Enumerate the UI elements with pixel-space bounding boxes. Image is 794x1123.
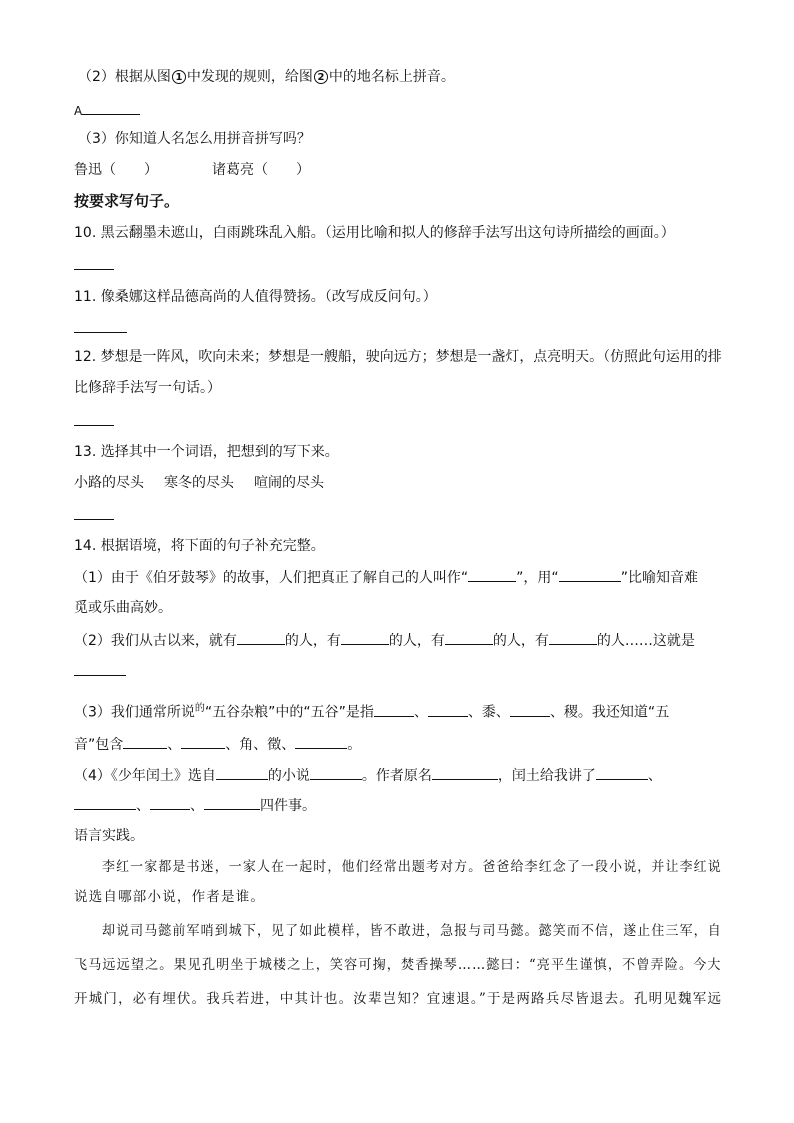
question-12-line2: 比修辞手法写一句话。） bbox=[74, 380, 221, 396]
practice-paragraph-1-line1: 李红一家都是书迷，一家人在一起时，他们经常出题考对方。爸爸给李红念了一段小说，并让李红说 bbox=[102, 859, 722, 875]
q14-sub2-line2[interactable] bbox=[74, 661, 126, 682]
practice-paragraph-1-line2: 说选自哪部小说，作者是谁。 bbox=[74, 889, 266, 905]
question-13: 13. 选择其中一个词语，把想到的写下来。 bbox=[74, 444, 339, 460]
q14-sub4-line2: 、 、 四件事。 bbox=[74, 795, 316, 816]
question-10: 10. 黑云翻墨未遮山，白雨跳珠乱入船。（运用比喻和拟人的修辞手法写出这句诗所描绘的画面。） bbox=[74, 225, 675, 241]
practice-paragraph-2-line2: 飞马远远望之。果见孔明坐于城楼之上，笑容可掬，焚香操琴……懿曰：“亮平生谨慎，不曾弄险。今大 bbox=[74, 957, 722, 973]
answer-blank[interactable] bbox=[82, 100, 140, 115]
section-title: 按要求写句子。 bbox=[74, 192, 180, 210]
q11-answer-line[interactable] bbox=[74, 318, 127, 339]
q14-sub3-line2: 音”包含 、 、角、徵、 。 bbox=[74, 734, 361, 755]
q9-name-2: 诸葛亮（ ） bbox=[212, 162, 310, 178]
q10-answer-line[interactable] bbox=[74, 255, 114, 276]
q14-sub1-line2: 觅或乐曲高妙。 bbox=[74, 600, 172, 616]
circled-number-1: 1 bbox=[172, 70, 186, 84]
practice-paragraph-2-line1: 却说司马懿前军哨到城下，见了如此模样，皆不敢进，急报与司马懿。懿笑而不信，遂止住三军，自 bbox=[102, 923, 722, 939]
q14-sub2-line1: （2）我们从古以来，就有 的人，有 的人，有 的人，有 的人……这就是 bbox=[74, 630, 695, 651]
circled-number-2: 2 bbox=[314, 70, 328, 84]
q12-answer-line[interactable] bbox=[74, 411, 114, 432]
question-12-line1: 12. 梦想是一阵风，吹向未来；梦想是一艘船，驶向远方；梦想是一盏灯，点亮明天。（仿照此句运用的排 bbox=[74, 349, 722, 365]
q13-option-2: 寒冬的尽头 bbox=[164, 475, 234, 491]
q9-name-1: 鲁迅（ ） bbox=[74, 162, 158, 178]
q13-option-3: 喧闹的尽头 bbox=[254, 475, 324, 491]
practice-paragraph-2-line3: 开城门，必有埋伏。我兵若进，中其计也。汝辈岂知？宜速退。”于是两路兵尽皆退去。孔明见魏军远 bbox=[74, 991, 723, 1007]
q9-sub3: （3）你知道人名怎么用拼音拼写吗？ bbox=[78, 131, 311, 147]
question-14: 14. 根据语境，将下面的句子补充完整。 bbox=[74, 538, 325, 554]
q13-option-1: 小路的尽头 bbox=[74, 475, 144, 491]
question-11: 11. 像桑娜这样品德高尚的人值得赞扬。（改写成反问句。） bbox=[74, 289, 437, 305]
q9-sub2: （2）根据从图 1 中发现的规则，给图 2 中的地名标上拼音。 bbox=[78, 69, 455, 85]
q13-answer-line[interactable] bbox=[74, 505, 114, 526]
q14-sub4-line1: （4）《少年闰土》选自 的小说 。作者原名 ，闰土给我讲了 、 bbox=[74, 765, 662, 786]
practice-title: 语言实践。 bbox=[74, 828, 144, 844]
q9-answer-a: A bbox=[74, 100, 140, 121]
q14-sub3-line1: （3）我们通常所说$^的$“五谷杂粮”中的“五谷”是指 、 、黍、 、稷。我还知道“五 bbox=[74, 703, 670, 721]
q14-sub1-line1: （1）由于《伯牙鼓琴》的故事，人们把真正了解自己的人叫作“ ”，用“ ”比喻知音难 bbox=[74, 567, 698, 588]
